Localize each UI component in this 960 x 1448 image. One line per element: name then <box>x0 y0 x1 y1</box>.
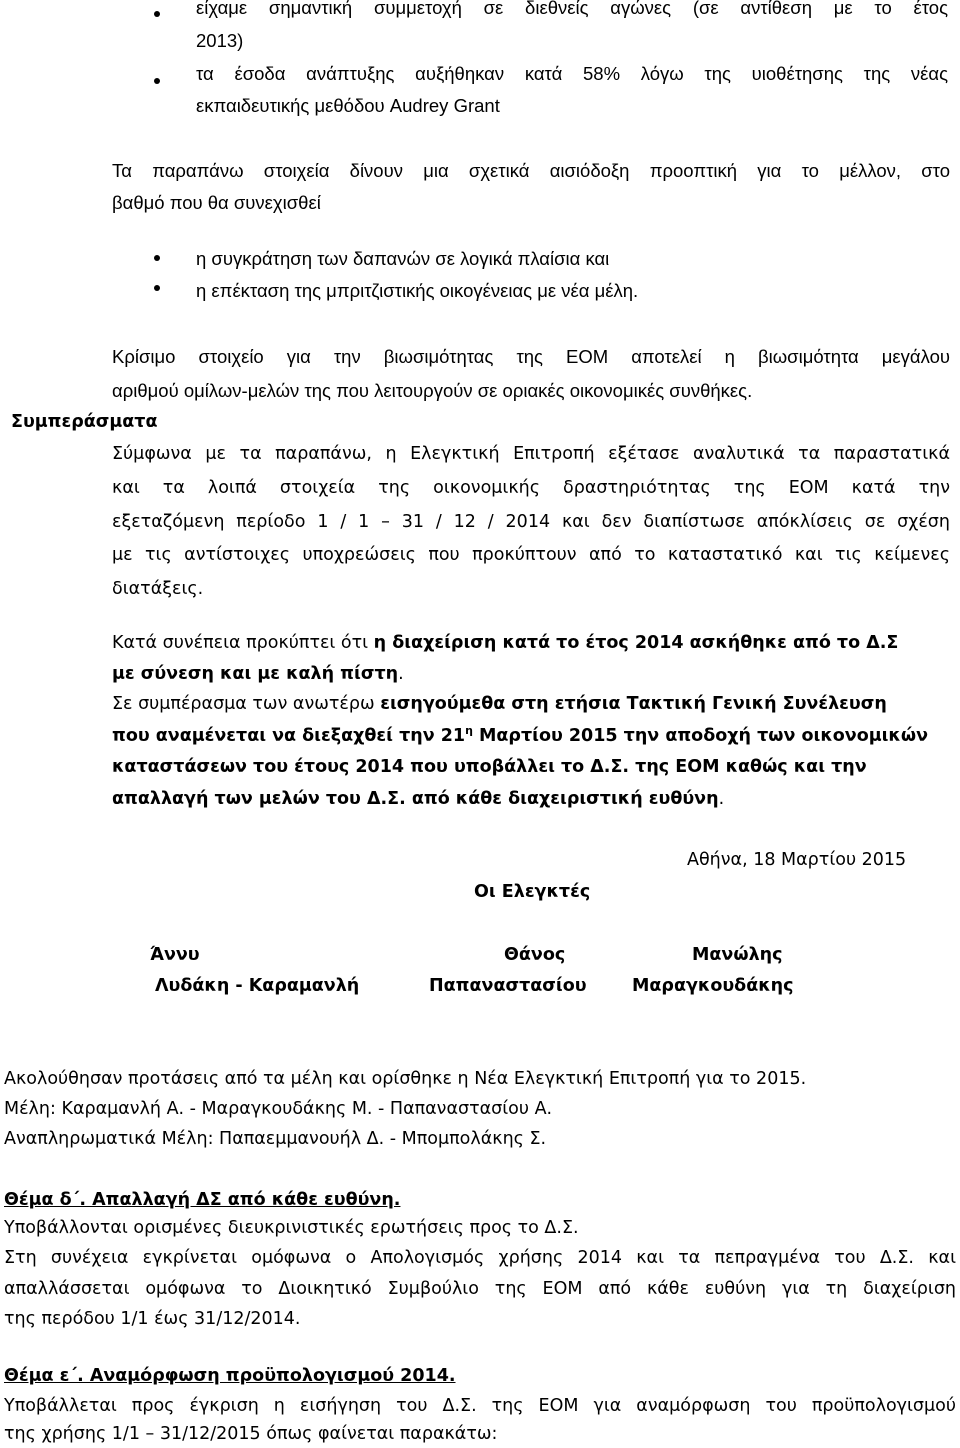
p3-sup: η <box>465 724 473 738</box>
topic-e-heading: Θέμα ε΄. Αναμόρφωση προϋπολογισμού 2014. <box>4 1366 456 1386</box>
topic-d-line3: απαλλάσσεται ομόφωνα το Διοικητικό Συμβούλιο της ΕΟΜ από κάθε ευθύνη για τη διαχείριση <box>4 1279 956 1299</box>
intro-bullet-1-line2: 2013) <box>196 30 244 51</box>
conclusions-heading: Συμπεράσματα <box>11 412 158 432</box>
p2-bold1: η διαχείριση κατά το έτος 2014 ασκήθηκε από το Δ.Σ <box>373 633 899 653</box>
topic-e-line1: Υποβάλλεται προς έγκριση η εισήγηση του Δ.Σ. της ΕΟΜ για αναμόρφωση του προϋπολογισμού <box>4 1396 956 1416</box>
outlook-line2: βαθμό που θα συνεχισθεί <box>112 192 321 213</box>
conclusions-p1-line3: εξεταζόμενη περίοδο 1 / 1 – 31 / 12 / 2014 και δεν διαπίστωσε απόκλίσεις σε σχέση <box>112 512 950 532</box>
topic-d-line2: Στη συνέχεια εγκρίνεται ομόφωνα ο Απολογισμός χρήσης 2014 και τα πεπραγμένα του Δ.Σ. και <box>4 1248 956 1268</box>
topic-d-heading: Θέμα δ΄. Απαλλαγή ΔΣ από κάθε ευθύνη. <box>4 1190 401 1210</box>
auditor-1-last: Λυδάκη - Καραμανλή <box>155 976 360 996</box>
conclusions-p1-line1: Σύμφωνα με τα παραπάνω, η Ελεγκτική Επιτροπή εξέτασε αναλυτικά τα παραστατικά <box>112 444 950 464</box>
condition-2: η επέκταση της μπριτζιστικής οικογένειας με νέα μέλη. <box>196 280 639 301</box>
topic-d-line4: της περόδου 1/1 έως 31/12/2014. <box>4 1309 301 1329</box>
auditor-3-last: Μαραγκουδάκης <box>632 976 794 996</box>
signature-title: Οι Ελεγκτές <box>474 882 591 902</box>
proposals-line2: Μέλη: Καραμανλή Α. - Μαραγκουδάκης Μ. - Παπαναστασίου Α. <box>4 1099 553 1119</box>
auditor-3-first: Μανώλης <box>692 945 783 965</box>
conclusions-p1-line5: διατάξεις. <box>112 579 204 599</box>
topic-d-line1: Υποβάλλονται ορισμένες διευκρινιστικές ερωτήσεις προς το Δ.Σ. <box>4 1218 579 1238</box>
conclusions-p3-line1 <box>112 694 887 714</box>
intro-bullet-2-line1: τα έσοδα ανάπτυξης αυξήθηκαν κατά 58% λόγω της υιοθέτησης της νέας <box>196 63 948 84</box>
p2-end: . <box>398 664 404 684</box>
critical-line1: Κρίσιμο στοιχείο για την βιωσιμότητας της ΕΟΜ αποτελεί η βιωσιμότητα μεγάλου <box>112 346 950 367</box>
conclusions-p2-line1 <box>112 633 898 653</box>
p3-prefix: Σε συμπέρασμα των ανωτέρω <box>112 694 381 714</box>
conclusions-p3-line3: καταστάσεων του έτους 2014 που υποβάλλει το Δ.Σ. της ΕΟΜ καθώς και την <box>112 757 867 777</box>
p2-prefix: Κατά συνέπεια προκύπτει ότι <box>112 633 374 653</box>
auditor-2-last: Παπαναστασίου <box>429 976 587 996</box>
p2-bold2: με σύνεση και με καλή πίστη <box>112 664 399 684</box>
conclusions-p1-line2: και τα λοιπά στοιχεία της οικονομικής δραστηριότητας της ΕΟΜ κατά την <box>112 478 950 498</box>
bullet-icon <box>154 11 160 17</box>
p3-end: . <box>718 789 725 809</box>
signature-date: Αθήνα, 18 Μαρτίου 2015 <box>687 850 907 870</box>
proposals-line3: Αναπληρωματικά Μέλη: Παπαεμμανουήλ Δ. - Μπομπολάκης Σ. <box>4 1129 547 1149</box>
auditor-2-first: Θάνος <box>504 945 566 965</box>
p3-bold2b: Μαρτίου 2015 την αποδοχή των οικονομικών <box>472 726 928 746</box>
p3-bold1: εισηγούμεθα στη ετήσια Τακτική Γενική Συνέλευση <box>380 694 887 714</box>
p3-bold4: απαλλαγή των μελών του Δ.Σ. από κάθε διαχειριστική ευθύνη <box>112 789 719 809</box>
conclusions-p3-line4 <box>112 789 724 809</box>
bullet-icon <box>154 78 160 84</box>
intro-bullet-1-line1: είχαμε σημαντική συμμετοχή σε διεθνείς αγώνες (σε αντίθεση με το έτος <box>196 0 948 18</box>
outlook-line1: Τα παραπάνω στοιχεία δίνουν μια σχετικά αισιόδοξη προοπτική για το μέλλον, στο <box>112 160 950 181</box>
conclusions-p3-line2 <box>112 726 928 746</box>
intro-bullet-2-line2: εκπαιδευτικής μεθόδου Audrey Grant <box>196 95 500 116</box>
conclusions-p1-line4: με τις αντίστοιχες υποχρεώσεις που προκύπτουν από το καταστατικό και τις κείμενες <box>112 545 950 565</box>
bullet-icon <box>154 255 160 261</box>
p3-bold2a: που αναμένεται να διεξαχθεί την 21 <box>112 726 466 746</box>
auditor-1-first: Άννυ <box>150 945 200 965</box>
bullet-icon <box>154 285 160 291</box>
conclusions-p2-line2 <box>112 664 404 684</box>
condition-1: η συγκράτηση των δαπανών σε λογικά πλαίσια και <box>196 248 610 269</box>
proposals-line1: Ακολούθησαν προτάσεις από τα μέλη και ορίσθηκε η Νέα Ελεγκτική Επιτροπή για το 2015. <box>4 1069 807 1089</box>
topic-e-line2: της χρήσης 1/1 – 31/12/2015 όπως φαίνεται παρακάτω: <box>4 1424 498 1444</box>
critical-line2: αριθμού ομίλων-μελών της που λειτουργούν σε οριακές οικονομικές συνθήκες. <box>112 380 753 401</box>
